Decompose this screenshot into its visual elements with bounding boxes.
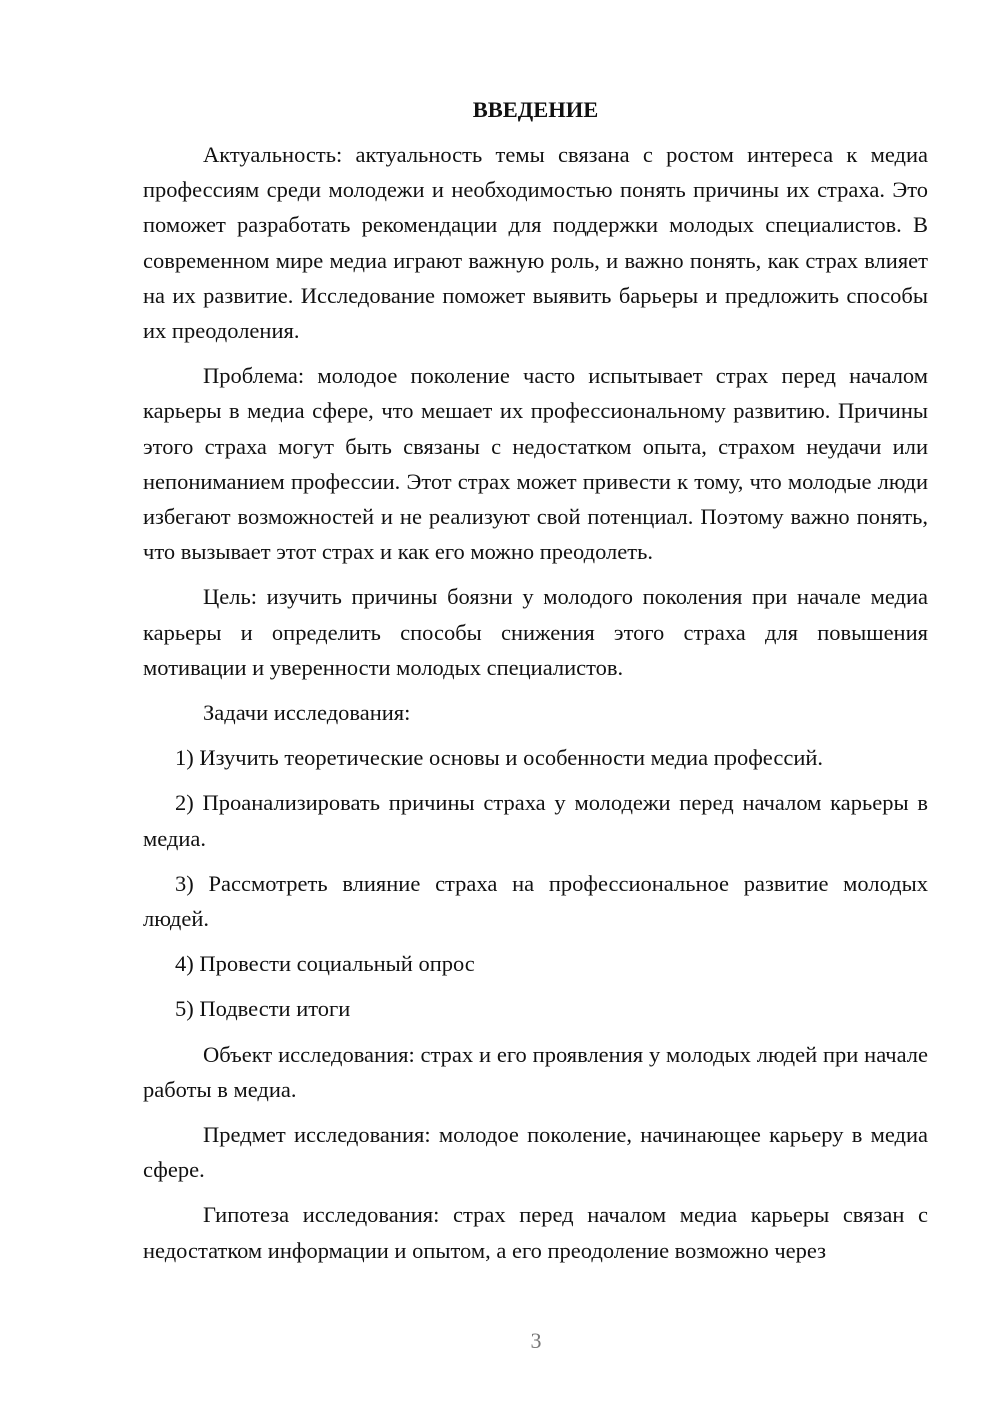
task-item-4: 4) Провести социальный опрос [175,951,475,977]
section-title: ВВЕДЕНИЕ [472,97,599,122]
task-item-5: 5) Подвести итоги [175,996,351,1022]
hypothesis-paragraph: Гипотеза исследования: страх перед началом медиа карьеры связан с недостатком информации и опытом, а его преодоление возможно через [143,1202,928,1263]
task-item-1: 1) Изучить теоретические основы и особенности медиа профессий. [175,745,824,771]
subject-paragraph: Предмет исследования: молодое поколение, начинающее карьеру в медиа сфере. [143,1122,928,1183]
task-item-3: 3) Рассмотреть влияние страха на профессиональное развитие молодых людей. [143,870,928,932]
task-item-2: 2) Проанализировать причины страха у молодежи перед началом карьеры в медиа. [143,790,928,851]
problem-paragraph: Проблема: молодое поколение часто испытывает страх перед началом карьеры в медиа сфере, что мешает их профессиональному развитию. Причины этого страха могут быть связаны с недостатком опыта, страхом неудачи или непониманием профессии. Этот страх может привести к тому, что молодые люди избегают возможностей и не реализуют свой потенциал. Поэтому важно понять, что вызывает этот страх и как его можно преодолеть. [143,363,928,565]
relevance-paragraph: Актуальность: актуальность темы связана с ростом интереса к медиа профессиям среди молодежи и необходимостью понять причины их страха. Это поможет разработать рекомендации для поддержки молодых специалистов. В современном мире медиа играют важную роль, и важно понять, как страх влияет на их развитие. Исследование поможет выявить барьеры и предложить способы их преодоления. [143,142,928,344]
object-paragraph: Объект исследования: страх и его проявления у молодых людей при начале работы в медиа. [143,1041,928,1102]
page-number: 3 [530,1328,542,1353]
document-page [143,92,928,1278]
tasks-heading: Задачи исследования: [203,700,411,726]
goal-paragraph: Цель: изучить причины боязни у молодого поколения при начале медиа карьеры и определить способы снижения этого страха для повышения мотивации и уверенности молодых специалистов. [143,584,928,680]
